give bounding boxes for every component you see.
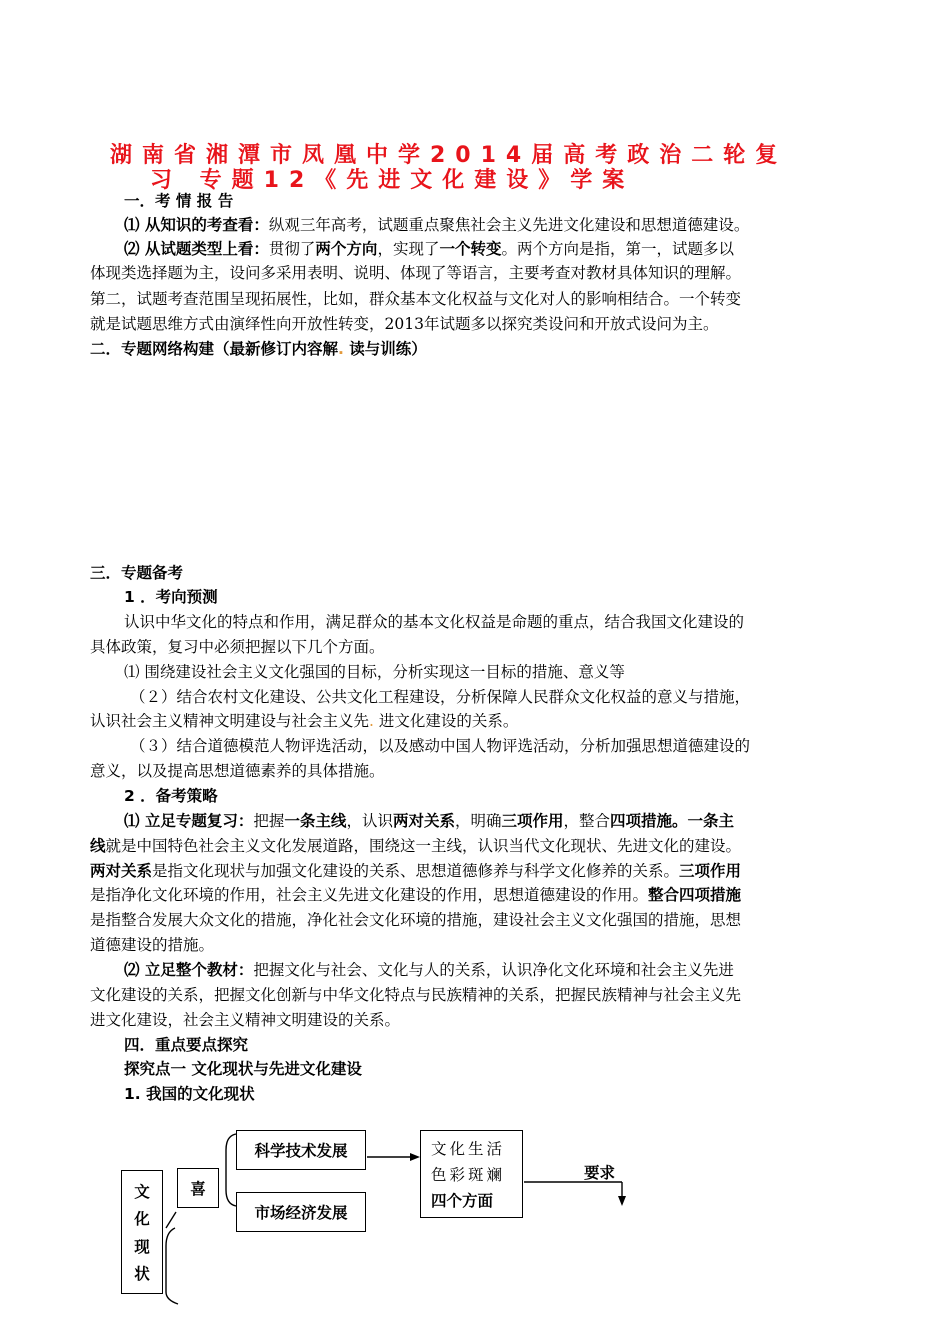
para2-label: ⑵ 从试题类型上看： — [124, 240, 269, 258]
explore-point1: 探究点一 文化现状与先进文化建设 — [124, 1060, 362, 1078]
para2-bold-one-change: 一个转变 — [439, 240, 502, 258]
section3-item2-line1: （２）结合农村文化建设、公共文化工程建设，分析保障人民群众文化权益的意义与措施， — [130, 688, 751, 706]
strategy1-bold: 四项措施 — [610, 812, 673, 830]
arrow-head — [618, 1196, 626, 1206]
section1-para2-line2: 体现类选择题为主，设问多采用表明、说明、体现了等语言，主要考查对教材具体知识的理解。 — [90, 264, 742, 282]
strategy1-label: ⑴ 立足专题复习： — [124, 812, 254, 830]
section1-para2-line4: 就是试题思维方式由演绎性向开放性转变，2013年试题多以探究类设问和开放式设问为主。 — [90, 315, 719, 333]
root-char: 化 — [134, 1210, 150, 1229]
document-title-line2: 习 专题12《先进文化建设》学案 — [150, 168, 635, 193]
para2-text: 。两个方向是指，第一，试题多以 — [501, 240, 734, 258]
root-box — [121, 1170, 163, 1294]
strategy2-label: ⑵ 立足整个教材： — [124, 961, 254, 979]
result-line: 色彩斑斓 — [431, 1166, 506, 1184]
strategy1-bold: 两对关系 — [392, 812, 455, 830]
result-line: 文化生活 — [431, 1140, 506, 1158]
brace-line — [166, 1228, 178, 1304]
section3-sub2: 2 ．备考策略 — [124, 787, 218, 805]
result-box — [420, 1130, 523, 1218]
root-char: 文 — [134, 1182, 150, 1201]
strategy1-line5: 是指整合发展大众文化的措施，净化社会文化环境的措施，建设社会主义文化强国的措施，思想 — [90, 911, 742, 929]
strategy1-bold: 三项作用 — [501, 812, 564, 830]
xi-box: 喜 — [177, 1168, 219, 1208]
section3-para1-line1: 认识中华文化的特点和作用，满足群众的基本文化权益是命题的重点，结合我国文化建设的 — [124, 613, 745, 631]
branch-science-tech: 科学技术发展 — [236, 1130, 366, 1170]
section3-heading: 三．专题备考 — [90, 564, 184, 582]
section2-heading-text: 二．专题网络构建（最新修订内容解 — [90, 340, 339, 358]
strategy1-bold: 两对关系 — [90, 862, 153, 880]
strategy1-line6: 道德建设的措施。 — [90, 936, 215, 954]
strategy1-text: 是指文化现状与加强文化建设的关系、思想道德修养与科学文化修养的关系。 — [152, 862, 680, 880]
strategy1-text: ，认识 — [346, 812, 393, 830]
strategy1-text: 把握 — [253, 812, 285, 830]
orange-dot: . — [369, 712, 374, 730]
section3-para1-line2: 具体政策，复习中必须把握以下几个方面。 — [90, 638, 385, 656]
strategy1-bold: 一条主 — [687, 812, 735, 830]
section2-heading-text: 读与训练） — [343, 340, 427, 358]
explore-sub1: 1. 我国的文化现状 — [124, 1085, 255, 1103]
item2-text: 认识社会主义精神文明建设与社会主义先 — [90, 712, 370, 730]
item2-text: 进文化建设的关系。 — [373, 712, 519, 730]
para2-bold-two-directions: 两个方向 — [315, 240, 378, 258]
arrow-label: 要求 — [584, 1164, 616, 1182]
strategy2-text: 把握文化与社会、文化与人的关系，认识净化文化环境和社会主义先进 — [253, 961, 734, 979]
strategy2-line2: 文化建设的关系，把握文化创新与中华文化特点与民族精神的关系，把握民族精神与社会主义先 — [90, 986, 742, 1004]
section3-item1: ⑴ 围绕建设社会主义文化强国的目标，分析实现这一目标的措施、意义等 — [124, 663, 625, 681]
strategy2-line3: 进文化建设，社会主义精神文明建设的关系。 — [90, 1011, 401, 1029]
para1-text: 纵观三年高考，试题重点聚焦社会主义先进文化建设和思想道德建设。 — [268, 216, 750, 234]
section3-item3-line2: 意义，以及提高思想道德素养的具体措施。 — [90, 762, 385, 780]
section4-heading: 四．重点要点探究 — [124, 1036, 249, 1054]
result-line: 四个方面 — [431, 1192, 494, 1210]
arrow-head — [410, 1153, 420, 1161]
orange-dot: . — [338, 340, 344, 358]
para2-text: ，实现了 — [377, 240, 440, 258]
para2-text: 贯彻了 — [268, 240, 316, 258]
strategy1-text: 是指净化文化环境的作用，社会主义先进文化建设的作用，思想道德建设的作用。 — [90, 886, 649, 904]
brace-line — [166, 1212, 176, 1228]
strategy1-text: 就是中国特色社会主义文化发展道路，围绕这一主线，认识当代文化现状、先进文化的建设。 — [105, 837, 742, 855]
section1-para2-line3: 第二，试题考查范围呈现拓展性，比如，群众基本文化权益与文化对人的影响相结合。一个转变 — [90, 290, 742, 308]
strategy1-bold: 线 — [90, 837, 106, 855]
strategy1-text: ，整合 — [563, 812, 611, 830]
strategy1-text: 。 — [672, 812, 688, 830]
branch-market-economy: 市场经济发展 — [236, 1192, 366, 1232]
strategy1-bold: 整合四项措施 — [648, 886, 742, 904]
document-title-line1: 湖南省湘潭市凤凰中学2014届高考政治二轮复 — [110, 143, 788, 168]
strategy1-bold: 一条主线 — [284, 812, 347, 830]
brace-line — [226, 1134, 236, 1206]
root-char: 现 — [134, 1237, 150, 1256]
para1-label: ⑴ 从知识的考查看： — [124, 216, 269, 234]
section3-item3-line1: （３）结合道德模范人物评选活动，以及感动中国人物评选活动，分析加强思想道德建设的 — [130, 737, 751, 755]
strategy1-bold: 三项作用 — [679, 862, 742, 880]
section3-sub1: 1 ．考向预测 — [124, 588, 218, 606]
root-char: 状 — [134, 1265, 150, 1284]
strategy1-text: ，明确 — [454, 812, 502, 830]
section1-heading: 一．考 情 报 告 — [124, 192, 234, 210]
